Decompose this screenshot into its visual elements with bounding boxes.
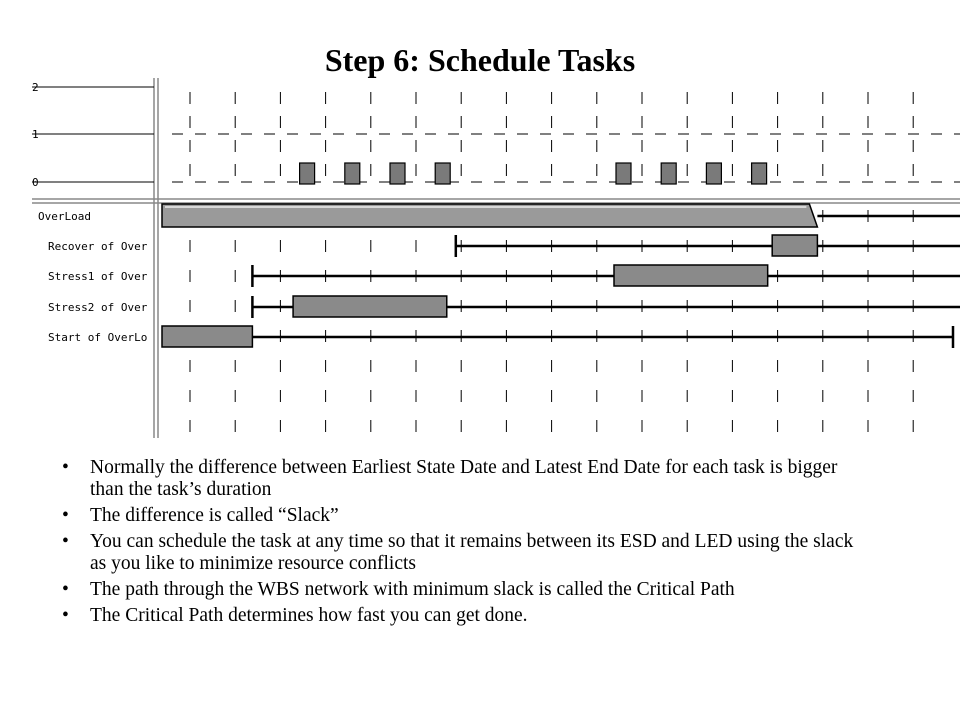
task-label: Recover of Over: [48, 240, 148, 253]
task-bar: [772, 235, 817, 256]
gantt-chart: [0, 78, 960, 438]
task-label: OverLoad: [38, 210, 91, 223]
bullet-list: [62, 457, 862, 631]
resource-load-block: [390, 163, 405, 184]
resource-axis-tick: 1: [32, 128, 39, 141]
resource-load-block: [616, 163, 631, 184]
task-bar: [293, 296, 447, 317]
resource-load-block: [706, 163, 721, 184]
resource-load-block: [300, 163, 315, 184]
bullet-item: • The difference is called “Slack”: [62, 505, 862, 527]
resource-axis-tick: 2: [32, 81, 39, 94]
task-label: Stress1 of Over: [48, 270, 148, 283]
bullet-item: • Normally the difference between Earliest State Date and Latest End Date for each task is bigger than the task’s duration: [62, 457, 862, 501]
bullet-item: • The path through the WBS network with minimum slack is called the Critical Path: [62, 579, 862, 601]
task-label: Stress2 of Over: [48, 301, 148, 314]
resource-load-block: [661, 163, 676, 184]
task-bar: [162, 326, 252, 347]
task-bar: [614, 265, 768, 286]
resource-load-block: [752, 163, 767, 184]
task-label: Start of OverLo: [48, 331, 148, 344]
bullet-item: • The Critical Path determines how fast you can get done.: [62, 605, 862, 627]
resource-axis-tick: 0: [32, 176, 39, 189]
resource-load-block: [435, 163, 450, 184]
resource-load-block: [345, 163, 360, 184]
bullet-item: • You can schedule the task at any time so that it remains between its ESD and LED using the slack as you like to minimize resource conflicts: [62, 531, 862, 575]
slide-title: Step 6: Schedule Tasks: [324, 42, 636, 78]
